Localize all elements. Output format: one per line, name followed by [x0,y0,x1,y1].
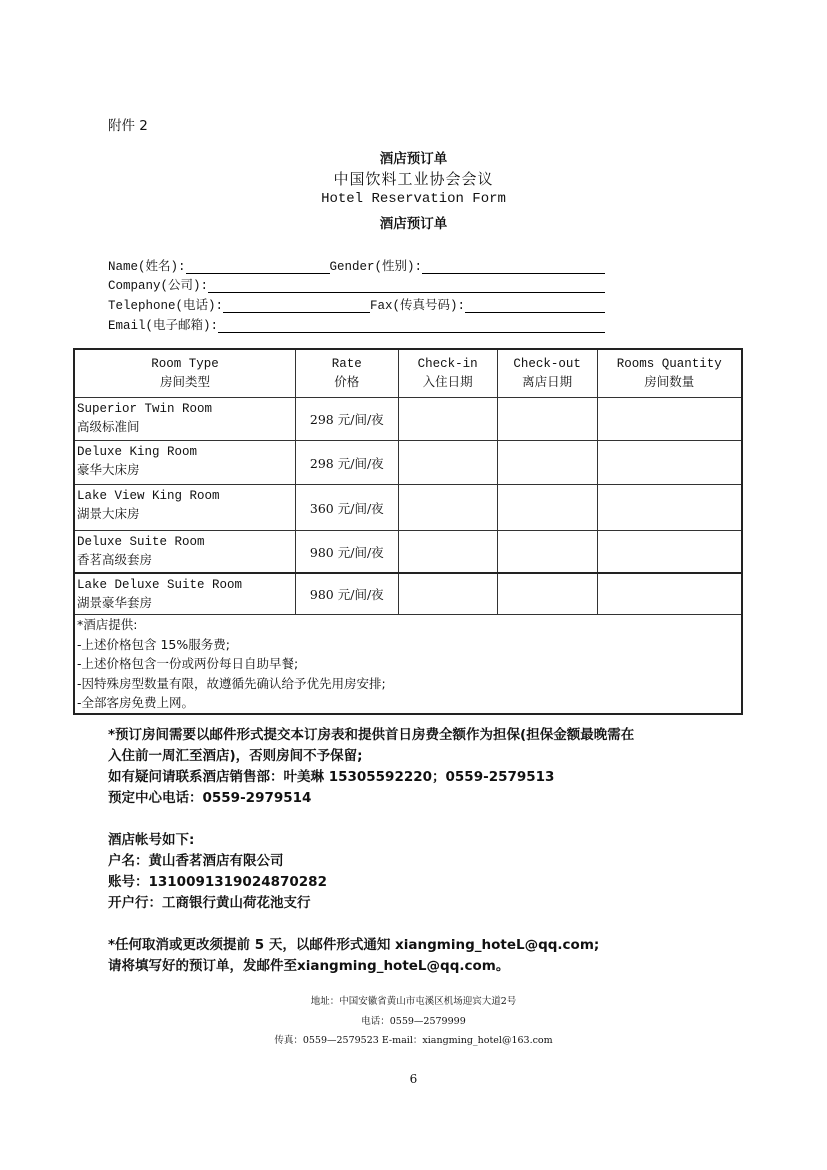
check-in-cell[interactable] [398,531,497,574]
fax-field[interactable] [465,298,605,313]
header-en: Rooms Quantity [616,356,722,371]
email-field[interactable] [218,318,605,333]
note-line: -全部客房免费上网。 [77,695,195,710]
form-title-en: Hotel Reservation Form [321,191,506,207]
header-room-type [74,349,295,398]
submission-instruction: 请将填写好的预订单，发邮件至xiangming_hoteL@qq.com。 [108,958,510,974]
gender-label: Gender(性别): [329,259,423,274]
note-line: -上述价格包含 15%服务费; [77,636,230,652]
rate-cell: 298 元/间/夜 [295,441,398,485]
fax-label: Fax(传真号码): [370,299,466,314]
guest-info-fields [108,254,605,333]
room-type-cn: 湖景大床房 [77,508,140,522]
company-row [108,274,605,294]
note-line: -上述价格包含一份或两份每日自助早餐; [77,656,299,671]
room-type-cn: 豪华大床房 [77,464,140,478]
header-en: Room Type [151,356,219,371]
account-title: 酒店帐号如下: [108,832,195,848]
telephone-fax-row [108,293,605,313]
account-number: 账号：1310091319024870282 [108,874,327,890]
quantity-cell[interactable] [597,573,742,615]
note-line: *酒店提供: [77,617,138,632]
header-cn: 价格 [334,375,360,390]
room-type-en: Lake Deluxe Suite Room [77,578,243,592]
room-type-cell [74,398,295,441]
spacer [108,809,728,830]
table-header-row [74,349,742,398]
spacer [108,914,728,935]
telephone-label: Telephone(电话): [108,299,224,314]
rate-cell: 980 元/间/夜 [295,531,398,574]
bank-name: 开户行：工商银行黄山荷花池支行 [108,895,311,911]
room-type-en: Deluxe King Room [77,445,198,459]
header-cn: 房间数量 [644,375,695,390]
footer-address: 地址：中国安徽省黄山市屯溪区机场迎宾大道2号 [310,996,517,1007]
quantity-cell[interactable] [597,441,742,485]
hotel-notes-cell [74,615,742,714]
room-type-cell [74,531,295,574]
header-rooms-quantity [597,349,742,398]
room-type-cell [74,485,295,531]
deposit-terms-cont: 入住前一周汇至酒店)，否则房间不予保留; [108,748,363,764]
room-type-cell [74,573,295,615]
table-row [74,531,742,574]
check-out-cell[interactable] [497,573,597,615]
check-in-cell[interactable] [398,485,497,531]
room-type-cn: 湖景豪华套房 [77,597,153,611]
cancellation-policy: *任何取消或更改须提前 5 天，以邮件形式通知 xiangming_hoteL@qq.com; [108,937,600,953]
check-in-cell[interactable] [398,398,497,441]
room-type-en: Superior Twin Room [77,402,213,416]
check-out-cell[interactable] [497,441,597,485]
header-cn: 房间类型 [159,375,210,390]
table-row [74,398,742,441]
email-label: Email(电子邮箱): [108,318,219,333]
header-rate [295,349,398,398]
header-en: Rate [331,356,362,371]
sales-contact: 如有疑问请联系酒店销售部：叶美琳 15305592220；0559-2579513 [108,769,555,785]
company-field[interactable] [208,278,605,293]
check-in-cell[interactable] [398,573,497,615]
name-label: Name(姓名): [108,259,186,274]
header-cn: 离店日期 [522,375,573,390]
name-gender-row [108,254,605,274]
table-row [74,485,742,531]
header-cn: 入住日期 [422,375,473,390]
table-row [74,573,742,615]
footer-fax-email: 传真：0559—2579523 E-mail：xiangming_hotel@163.com [274,1035,553,1046]
header-en: Check-out [513,356,581,371]
quantity-cell[interactable] [597,398,742,441]
name-field[interactable] [186,259,330,274]
room-type-en: Deluxe Suite Room [77,535,205,549]
company-label: Company(公司): [108,279,209,294]
rate-cell: 360 元/间/夜 [295,485,398,531]
quantity-cell[interactable] [597,531,742,574]
header-en: Check-in [417,356,478,371]
header-check-out [497,349,597,398]
page-number: 6 [409,1072,418,1086]
telephone-field[interactable] [223,298,370,313]
gender-field[interactable] [422,259,605,274]
check-in-cell[interactable] [398,441,497,485]
form-title-cn: 酒店预订单 [379,151,448,167]
quantity-cell[interactable] [597,485,742,531]
room-type-cn: 高级标准间 [77,421,140,435]
terms-section [108,725,728,977]
form-subtitle-cn: 酒店预订单 [379,216,448,232]
footer-phone: 电话：0559—2579999 [361,1016,466,1027]
room-type-en: Lake View King Room [77,489,220,503]
deposit-terms: *预订房间需要以邮件形式提交本订房表和提供首日房费全额作为担保(担保金额最晚需在 [108,727,635,743]
rate-cell: 298 元/间/夜 [295,398,398,441]
header-check-in [398,349,497,398]
check-out-cell[interactable] [497,531,597,574]
account-name: 户名：黄山香茗酒店有限公司 [108,853,284,869]
rate-cell: 980 元/间/夜 [295,573,398,615]
booking-center-phone: 预定中心电话：0559-2979514 [108,790,312,806]
attachment-label: 附件 2 [108,118,148,134]
room-type-cn: 香茗高级套房 [77,554,153,568]
check-out-cell[interactable] [497,398,597,441]
room-reservation-table [73,348,743,715]
notes-row [74,615,742,714]
event-title: 中国饮料工业协会会议 [333,170,494,188]
table-row [74,441,742,485]
room-type-cell [74,441,295,485]
note-line: -因特殊房型数量有限，故遵循先确认给予优先用房安排; [77,675,386,691]
email-row [108,313,605,333]
check-out-cell[interactable] [497,485,597,531]
